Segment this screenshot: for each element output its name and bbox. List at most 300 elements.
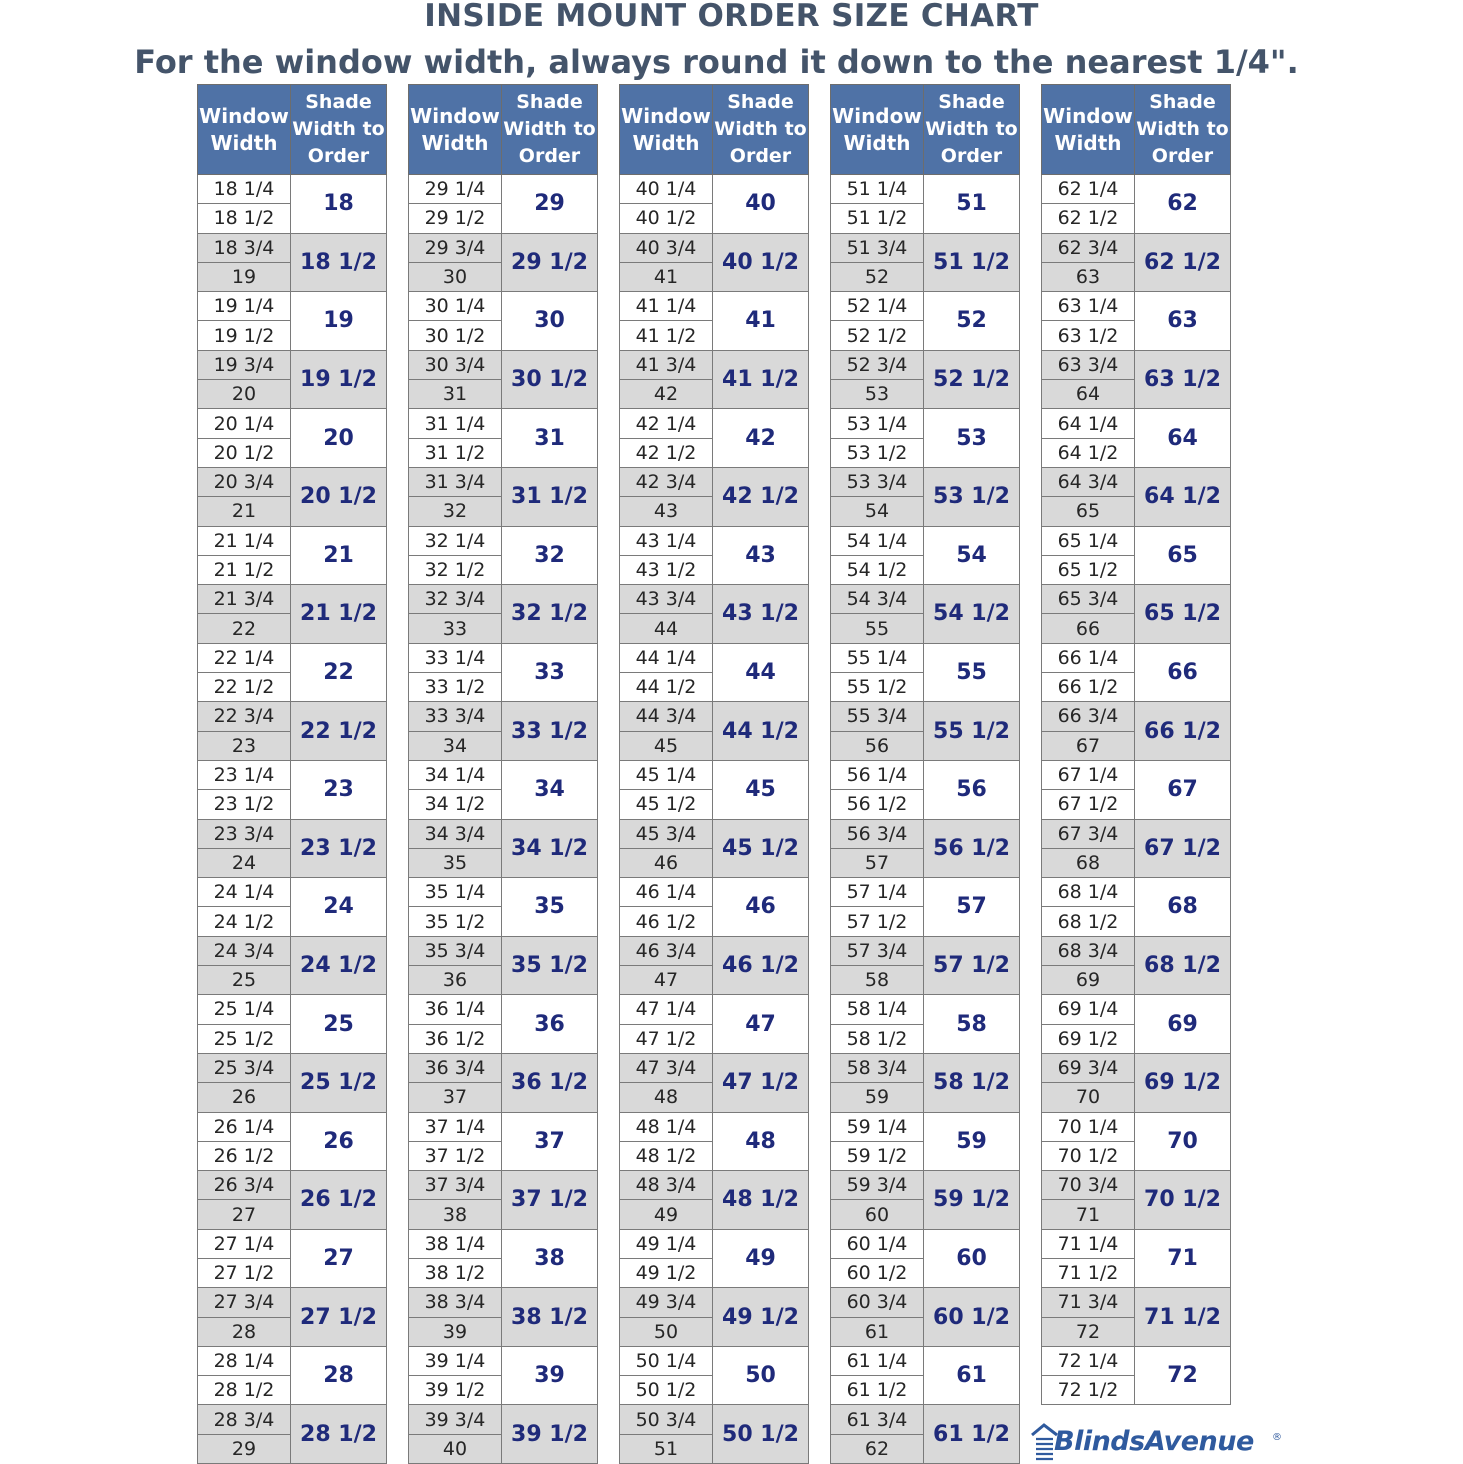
window-width-cell: 70 xyxy=(1042,1083,1135,1112)
window-width-cell: 18 1/4 xyxy=(198,175,291,204)
table-row xyxy=(198,175,387,204)
window-width-cell: 32 3/4 xyxy=(409,585,502,614)
window-width-cell: 37 xyxy=(409,1083,502,1112)
order-width-cell: 33 1/2 xyxy=(502,702,598,761)
order-width-cell: 43 1/2 xyxy=(713,585,809,644)
window-width-cell: 27 xyxy=(198,1200,291,1229)
order-width-cell: 40 1/2 xyxy=(713,233,809,292)
order-width-cell: 23 1/2 xyxy=(291,819,387,878)
window-width-cell: 54 1/4 xyxy=(831,526,924,555)
table-row xyxy=(409,702,598,731)
table-row xyxy=(198,233,387,262)
window-width-cell: 19 3/4 xyxy=(198,350,291,379)
order-width-cell: 30 xyxy=(502,292,598,351)
order-width-cell: 64 xyxy=(1135,409,1231,468)
window-width-cell: 41 3/4 xyxy=(620,350,713,379)
window-width-cell: 72 xyxy=(1042,1317,1135,1346)
window-width-cell: 30 xyxy=(409,262,502,291)
order-width-cell: 33 xyxy=(502,643,598,702)
window-width-cell: 37 1/4 xyxy=(409,1112,502,1141)
order-width-cell: 72 xyxy=(1135,1346,1231,1405)
window-width-cell: 30 1/2 xyxy=(409,321,502,350)
order-width-cell: 20 1/2 xyxy=(291,467,387,526)
window-width-cell: 60 1/4 xyxy=(831,1229,924,1258)
window-width-cell: 44 1/2 xyxy=(620,673,713,702)
window-width-cell: 66 1/4 xyxy=(1042,643,1135,672)
order-width-cell: 21 1/2 xyxy=(291,585,387,644)
table-row xyxy=(831,467,1020,496)
table-row xyxy=(1042,702,1231,731)
window-width-cell: 53 1/2 xyxy=(831,438,924,467)
window-width-cell: 52 1/4 xyxy=(831,292,924,321)
window-width-cell: 57 1/2 xyxy=(831,907,924,936)
window-width-cell: 34 3/4 xyxy=(409,819,502,848)
table-row xyxy=(1042,585,1231,614)
order-width-cell: 24 xyxy=(291,878,387,937)
table-row xyxy=(831,1053,1020,1082)
table-row xyxy=(409,1053,598,1082)
header-window-width: Window Width xyxy=(409,85,502,175)
brand-logo xyxy=(1030,1422,1290,1462)
table-row xyxy=(198,526,387,555)
window-width-cell: 59 1/2 xyxy=(831,1141,924,1170)
window-width-cell: 33 xyxy=(409,614,502,643)
window-width-cell: 65 xyxy=(1042,497,1135,526)
window-width-cell: 68 1/2 xyxy=(1042,907,1135,936)
table-row xyxy=(620,292,809,321)
window-width-cell: 31 1/4 xyxy=(409,409,502,438)
order-width-cell: 18 1/2 xyxy=(291,233,387,292)
window-width-cell: 43 1/2 xyxy=(620,555,713,584)
window-width-cell: 60 xyxy=(831,1200,924,1229)
table-row xyxy=(198,702,387,731)
table-row xyxy=(831,292,1020,321)
table-row xyxy=(198,467,387,496)
window-width-cell: 67 xyxy=(1042,731,1135,760)
table-row xyxy=(831,350,1020,379)
window-width-cell: 46 xyxy=(620,848,713,877)
window-width-cell: 25 xyxy=(198,966,291,995)
window-width-cell: 47 3/4 xyxy=(620,1053,713,1082)
window-width-cell: 71 3/4 xyxy=(1042,1288,1135,1317)
header-shade-width: Shade Width to Order xyxy=(502,85,598,175)
table-row xyxy=(620,467,809,496)
table-row xyxy=(409,1171,598,1200)
window-width-cell: 22 1/2 xyxy=(198,673,291,702)
window-width-cell: 63 1/2 xyxy=(1042,321,1135,350)
table-row xyxy=(831,819,1020,848)
table-row xyxy=(409,878,598,907)
size-table xyxy=(830,84,1020,1464)
window-width-cell: 70 3/4 xyxy=(1042,1171,1135,1200)
table-row xyxy=(831,1346,1020,1375)
window-width-cell: 21 3/4 xyxy=(198,585,291,614)
order-width-cell: 37 1/2 xyxy=(502,1171,598,1230)
order-width-cell: 38 1/2 xyxy=(502,1288,598,1347)
window-width-cell: 61 1/2 xyxy=(831,1376,924,1405)
window-width-cell: 29 1/4 xyxy=(409,175,502,204)
window-width-cell: 18 3/4 xyxy=(198,233,291,262)
window-width-cell: 60 3/4 xyxy=(831,1288,924,1317)
table-row xyxy=(831,585,1020,614)
window-width-cell: 48 1/2 xyxy=(620,1141,713,1170)
table-row xyxy=(620,350,809,379)
order-width-cell: 69 1/2 xyxy=(1135,1053,1231,1112)
window-width-cell: 71 xyxy=(1042,1200,1135,1229)
window-width-cell: 61 3/4 xyxy=(831,1405,924,1434)
order-width-cell: 62 1/2 xyxy=(1135,233,1231,292)
window-width-cell: 34 1/4 xyxy=(409,760,502,789)
table-row xyxy=(198,643,387,672)
table-row xyxy=(620,1053,809,1082)
order-width-cell: 52 1/2 xyxy=(924,350,1020,409)
window-width-cell: 35 1/4 xyxy=(409,878,502,907)
window-width-cell: 38 1/2 xyxy=(409,1258,502,1287)
window-width-cell: 50 1/2 xyxy=(620,1376,713,1405)
table-row xyxy=(409,819,598,848)
table-row xyxy=(831,878,1020,907)
order-width-cell: 32 xyxy=(502,526,598,585)
table-row xyxy=(620,409,809,438)
window-width-cell: 28 1/4 xyxy=(198,1346,291,1375)
window-width-cell: 64 xyxy=(1042,380,1135,409)
order-width-cell: 44 1/2 xyxy=(713,702,809,761)
window-width-cell: 28 3/4 xyxy=(198,1405,291,1434)
order-width-cell: 30 1/2 xyxy=(502,350,598,409)
window-width-cell: 53 3/4 xyxy=(831,467,924,496)
order-width-cell: 38 xyxy=(502,1229,598,1288)
order-width-cell: 48 1/2 xyxy=(713,1171,809,1230)
table-row xyxy=(620,995,809,1024)
order-width-cell: 67 1/2 xyxy=(1135,819,1231,878)
window-width-cell: 54 3/4 xyxy=(831,585,924,614)
order-width-cell: 63 1/2 xyxy=(1135,350,1231,409)
order-width-cell: 19 xyxy=(291,292,387,351)
order-width-cell: 34 1/2 xyxy=(502,819,598,878)
table-row xyxy=(620,1288,809,1317)
window-width-cell: 43 3/4 xyxy=(620,585,713,614)
window-width-cell: 37 3/4 xyxy=(409,1171,502,1200)
window-width-cell: 44 xyxy=(620,614,713,643)
window-width-cell: 35 xyxy=(409,848,502,877)
window-width-cell: 23 xyxy=(198,731,291,760)
window-width-cell: 52 xyxy=(831,262,924,291)
order-width-cell: 53 xyxy=(924,409,1020,468)
order-width-cell: 32 1/2 xyxy=(502,585,598,644)
table-row xyxy=(409,467,598,496)
header-shade-width: Shade Width to Order xyxy=(291,85,387,175)
table-row xyxy=(1042,292,1231,321)
window-width-cell: 42 xyxy=(620,380,713,409)
window-width-cell: 36 1/2 xyxy=(409,1024,502,1053)
table-row xyxy=(831,1288,1020,1317)
window-width-cell: 48 1/4 xyxy=(620,1112,713,1141)
table-row xyxy=(1042,1112,1231,1141)
order-width-cell: 60 1/2 xyxy=(924,1288,1020,1347)
order-width-cell: 22 1/2 xyxy=(291,702,387,761)
order-width-cell: 47 xyxy=(713,995,809,1054)
window-width-cell: 19 1/2 xyxy=(198,321,291,350)
order-width-cell: 62 xyxy=(1135,175,1231,234)
chart-subtitle: For the window width, always round it down to the nearest 1/4". xyxy=(134,43,1299,81)
size-table xyxy=(1041,84,1231,1405)
table-row xyxy=(409,1405,598,1434)
window-width-cell: 51 1/4 xyxy=(831,175,924,204)
window-width-cell: 36 3/4 xyxy=(409,1053,502,1082)
window-width-cell: 64 1/2 xyxy=(1042,438,1135,467)
window-width-cell: 38 1/4 xyxy=(409,1229,502,1258)
window-width-cell: 20 3/4 xyxy=(198,467,291,496)
window-width-cell: 66 1/2 xyxy=(1042,673,1135,702)
window-width-cell: 31 xyxy=(409,380,502,409)
order-width-cell: 68 xyxy=(1135,878,1231,937)
window-width-cell: 29 xyxy=(198,1434,291,1463)
window-width-cell: 51 3/4 xyxy=(831,233,924,262)
window-width-cell: 41 1/4 xyxy=(620,292,713,321)
order-width-cell: 66 1/2 xyxy=(1135,702,1231,761)
table-row xyxy=(831,643,1020,672)
table-row xyxy=(1042,409,1231,438)
window-width-cell: 20 1/2 xyxy=(198,438,291,467)
table-row xyxy=(831,1112,1020,1141)
order-width-cell: 20 xyxy=(291,409,387,468)
order-width-cell: 31 1/2 xyxy=(502,467,598,526)
window-width-cell: 64 1/4 xyxy=(1042,409,1135,438)
table-row xyxy=(198,1171,387,1200)
table-row xyxy=(409,350,598,379)
order-width-cell: 69 xyxy=(1135,995,1231,1054)
order-width-cell: 70 xyxy=(1135,1112,1231,1171)
table-row xyxy=(198,350,387,379)
window-width-cell: 24 xyxy=(198,848,291,877)
window-width-cell: 33 1/4 xyxy=(409,643,502,672)
table-row xyxy=(409,760,598,789)
window-width-cell: 56 xyxy=(831,731,924,760)
window-width-cell: 50 xyxy=(620,1317,713,1346)
window-width-cell: 71 1/4 xyxy=(1042,1229,1135,1258)
window-width-cell: 52 1/2 xyxy=(831,321,924,350)
window-width-cell: 68 1/4 xyxy=(1042,878,1135,907)
order-width-cell: 50 1/2 xyxy=(713,1405,809,1464)
table-row xyxy=(831,1229,1020,1258)
order-width-cell: 64 1/2 xyxy=(1135,467,1231,526)
table-row xyxy=(620,1112,809,1141)
table-row xyxy=(1042,175,1231,204)
window-width-cell: 63 xyxy=(1042,262,1135,291)
table-row xyxy=(831,526,1020,555)
header-shade-width: Shade Width to Order xyxy=(713,85,809,175)
window-width-cell: 58 3/4 xyxy=(831,1053,924,1082)
table-row xyxy=(1042,819,1231,848)
table-row xyxy=(620,643,809,672)
window-width-cell: 18 1/2 xyxy=(198,204,291,233)
table-row xyxy=(1042,643,1231,672)
window-width-cell: 50 1/4 xyxy=(620,1346,713,1375)
order-width-cell: 56 xyxy=(924,760,1020,819)
table-row xyxy=(620,233,809,262)
window-width-cell: 57 3/4 xyxy=(831,936,924,965)
window-width-cell: 65 1/4 xyxy=(1042,526,1135,555)
table-row xyxy=(620,760,809,789)
window-width-cell: 34 1/2 xyxy=(409,790,502,819)
order-width-cell: 57 1/2 xyxy=(924,936,1020,995)
order-width-cell: 34 xyxy=(502,760,598,819)
window-width-cell: 21 1/4 xyxy=(198,526,291,555)
window-width-cell: 42 1/2 xyxy=(620,438,713,467)
header-window-width: Window Width xyxy=(831,85,924,175)
order-width-cell: 28 xyxy=(291,1346,387,1405)
window-width-cell: 47 1/4 xyxy=(620,995,713,1024)
window-width-cell: 68 3/4 xyxy=(1042,936,1135,965)
window-width-cell: 26 1/2 xyxy=(198,1141,291,1170)
order-width-cell: 55 xyxy=(924,643,1020,702)
window-width-cell: 38 3/4 xyxy=(409,1288,502,1317)
table-row xyxy=(831,760,1020,789)
table-row xyxy=(409,936,598,965)
order-width-cell: 61 xyxy=(924,1346,1020,1405)
order-width-cell: 47 1/2 xyxy=(713,1053,809,1112)
table-row xyxy=(620,878,809,907)
window-width-cell: 36 1/4 xyxy=(409,995,502,1024)
order-width-cell: 71 xyxy=(1135,1229,1231,1288)
order-width-cell: 66 xyxy=(1135,643,1231,702)
order-width-cell: 39 xyxy=(502,1346,598,1405)
order-width-cell: 59 1/2 xyxy=(924,1171,1020,1230)
order-width-cell: 53 1/2 xyxy=(924,467,1020,526)
window-width-cell: 20 xyxy=(198,380,291,409)
table-row xyxy=(831,995,1020,1024)
window-width-cell: 47 xyxy=(620,966,713,995)
window-width-cell: 56 1/2 xyxy=(831,790,924,819)
window-width-cell: 49 1/4 xyxy=(620,1229,713,1258)
window-width-cell: 45 xyxy=(620,731,713,760)
window-width-cell: 31 3/4 xyxy=(409,467,502,496)
order-width-cell: 54 1/2 xyxy=(924,585,1020,644)
window-width-cell: 71 1/2 xyxy=(1042,1258,1135,1287)
order-width-cell: 68 1/2 xyxy=(1135,936,1231,995)
order-width-cell: 71 1/2 xyxy=(1135,1288,1231,1347)
window-width-cell: 67 3/4 xyxy=(1042,819,1135,848)
table-row xyxy=(620,1171,809,1200)
window-width-cell: 69 1/2 xyxy=(1042,1024,1135,1053)
window-width-cell: 35 1/2 xyxy=(409,907,502,936)
table-row xyxy=(198,292,387,321)
window-width-cell: 49 1/2 xyxy=(620,1258,713,1287)
table-row xyxy=(198,760,387,789)
table-row xyxy=(831,1405,1020,1434)
table-row xyxy=(198,1346,387,1375)
header-window-width: Window Width xyxy=(198,85,291,175)
order-width-cell: 50 xyxy=(713,1346,809,1405)
window-width-cell: 40 3/4 xyxy=(620,233,713,262)
window-width-cell: 65 3/4 xyxy=(1042,585,1135,614)
window-width-cell: 46 1/2 xyxy=(620,907,713,936)
table-row xyxy=(620,175,809,204)
header-shade-width: Shade Width to Order xyxy=(924,85,1020,175)
order-width-cell: 61 1/2 xyxy=(924,1405,1020,1464)
order-width-cell: 63 xyxy=(1135,292,1231,351)
window-width-cell: 53 xyxy=(831,380,924,409)
window-width-cell: 28 1/2 xyxy=(198,1376,291,1405)
window-width-cell: 49 xyxy=(620,1200,713,1229)
table-row xyxy=(620,1229,809,1258)
window-width-cell: 24 1/4 xyxy=(198,878,291,907)
window-width-cell: 23 1/4 xyxy=(198,760,291,789)
table-row xyxy=(409,643,598,672)
window-width-cell: 41 1/2 xyxy=(620,321,713,350)
window-width-cell: 37 1/2 xyxy=(409,1141,502,1170)
registered-mark: ® xyxy=(1272,1432,1282,1443)
window-width-cell: 24 1/2 xyxy=(198,907,291,936)
table-row xyxy=(620,819,809,848)
window-width-cell: 65 1/2 xyxy=(1042,555,1135,584)
window-width-cell: 56 3/4 xyxy=(831,819,924,848)
order-width-cell: 19 1/2 xyxy=(291,350,387,409)
order-width-cell: 24 1/2 xyxy=(291,936,387,995)
window-width-cell: 32 1/4 xyxy=(409,526,502,555)
table-row xyxy=(831,175,1020,204)
window-width-cell: 66 xyxy=(1042,614,1135,643)
order-width-cell: 35 xyxy=(502,878,598,937)
chart-title: INSIDE MOUNT ORDER SIZE CHART xyxy=(424,0,1039,34)
window-width-cell: 40 1/2 xyxy=(620,204,713,233)
window-width-cell: 42 1/4 xyxy=(620,409,713,438)
order-width-cell: 57 xyxy=(924,878,1020,937)
table-row xyxy=(831,409,1020,438)
order-width-cell: 45 1/2 xyxy=(713,819,809,878)
window-width-cell: 72 1/4 xyxy=(1042,1346,1135,1375)
window-width-cell: 59 3/4 xyxy=(831,1171,924,1200)
table-row xyxy=(620,585,809,614)
window-width-cell: 25 1/4 xyxy=(198,995,291,1024)
window-width-cell: 45 1/4 xyxy=(620,760,713,789)
window-width-cell: 55 3/4 xyxy=(831,702,924,731)
window-width-cell: 30 1/4 xyxy=(409,292,502,321)
window-width-cell: 51 xyxy=(620,1434,713,1463)
order-width-cell: 41 xyxy=(713,292,809,351)
window-width-cell: 26 3/4 xyxy=(198,1171,291,1200)
order-width-cell: 51 1/2 xyxy=(924,233,1020,292)
window-width-cell: 27 1/4 xyxy=(198,1229,291,1258)
window-width-cell: 45 3/4 xyxy=(620,819,713,848)
table-row xyxy=(409,292,598,321)
window-width-cell: 43 1/4 xyxy=(620,526,713,555)
order-width-cell: 22 xyxy=(291,643,387,702)
table-row xyxy=(409,585,598,614)
window-width-cell: 30 3/4 xyxy=(409,350,502,379)
table-row xyxy=(198,819,387,848)
order-width-cell: 55 1/2 xyxy=(924,702,1020,761)
table-row xyxy=(1042,1229,1231,1258)
table-row xyxy=(409,526,598,555)
header-window-width: Window Width xyxy=(620,85,713,175)
table-row xyxy=(1042,760,1231,789)
order-width-cell: 58 1/2 xyxy=(924,1053,1020,1112)
window-width-cell: 62 1/2 xyxy=(1042,204,1135,233)
order-width-cell: 31 xyxy=(502,409,598,468)
window-width-cell: 40 xyxy=(409,1434,502,1463)
brand-name: BlindsAvenue xyxy=(1054,1426,1254,1457)
order-width-cell: 36 1/2 xyxy=(502,1053,598,1112)
header-window-width: Window Width xyxy=(1042,85,1135,175)
order-width-cell: 54 xyxy=(924,526,1020,585)
order-width-cell: 36 xyxy=(502,995,598,1054)
order-width-cell: 26 xyxy=(291,1112,387,1171)
table-row xyxy=(409,1346,598,1375)
order-width-cell: 23 xyxy=(291,760,387,819)
window-width-cell: 62 1/4 xyxy=(1042,175,1135,204)
window-width-cell: 57 xyxy=(831,848,924,877)
